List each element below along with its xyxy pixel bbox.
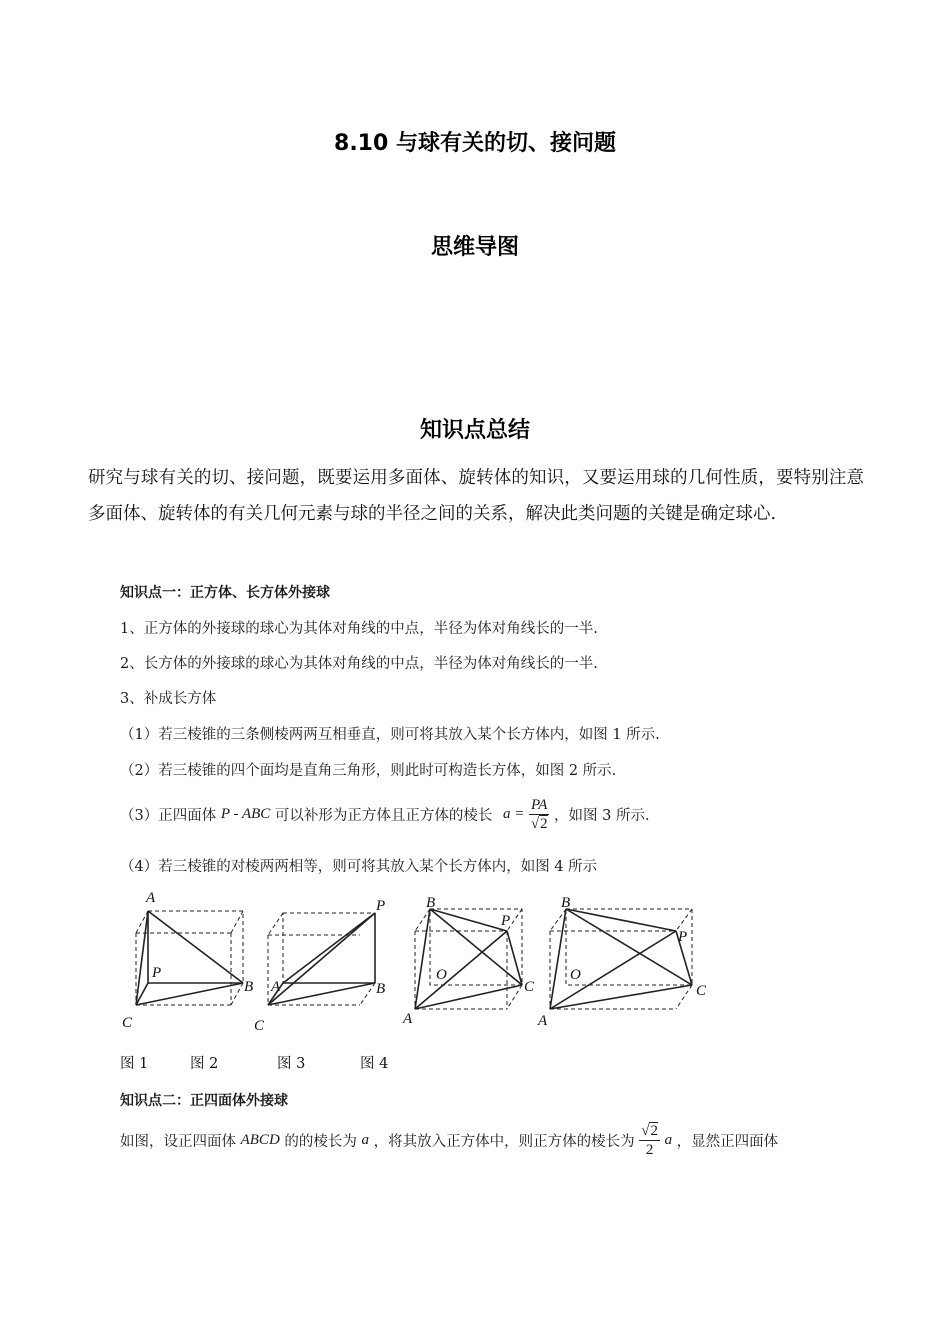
- kp2-text-c: ，将其放入正方体中，则正方体的棱长为: [373, 1134, 635, 1150]
- kp1-item1: 1、正方体的外接球的球心为其体对角线的中点，半径为体对角线长的一半.: [120, 621, 598, 637]
- sub3-fraction: [529, 796, 549, 833]
- page-title: 8.10 与球有关的切、接问题: [334, 131, 616, 156]
- fig4-label-c: C: [696, 983, 707, 999]
- fig3-label-o: O: [436, 967, 447, 983]
- kp2-text-a: 如图，设正四面体: [120, 1134, 236, 1150]
- sub3-tetra-name: P - ABC: [220, 806, 271, 822]
- kp2-frac-var: a: [664, 1132, 673, 1148]
- kp1-heading: 知识点一：正方体、长方体外接球: [120, 585, 330, 601]
- figure-caption-2: 图 2: [190, 1056, 219, 1072]
- figure-4-tetra: [550, 909, 692, 1009]
- fig4-label-b: B: [561, 895, 571, 911]
- sub3-lhs: a =: [503, 806, 525, 822]
- fig4-label-p: P: [678, 929, 688, 945]
- sub3-frac-num: PA: [531, 797, 548, 813]
- fig2-label-p: P: [376, 898, 386, 914]
- kp1-item3: 3、补成长方体: [120, 691, 217, 707]
- figure-caption-4: 图 4: [360, 1056, 389, 1072]
- fig3-label-c: C: [524, 979, 535, 995]
- section-summary-heading: 知识点总结: [419, 418, 530, 443]
- sub3-text-c: ，如图 3 所示.: [554, 808, 650, 824]
- sub3-text-a: （3）正四面体: [120, 808, 217, 824]
- kp1-sub2: （2）若三棱锥的四个面均是直角三角形，则此时可构造长方体，如图 2 所示.: [120, 763, 617, 779]
- intro-paragraph: 研究与球有关的切、接问题，既要运用多面体、旋转体的知识，又要运用球的几何性质，要特别注意多面体、旋转体的有关几何元素与球的半径之间的关系，解决此类问题的关键是确定球心.: [88, 468, 864, 524]
- kp2-math-abcd: ABCD: [240, 1132, 280, 1148]
- figure-strip: [118, 885, 718, 1035]
- fig1-label-p: P: [152, 965, 162, 981]
- figure-1-cube: [136, 911, 243, 1005]
- kp2-math-a: a: [361, 1132, 369, 1148]
- kp1-sub3: [120, 796, 650, 833]
- figure-2-tetra: [268, 913, 375, 1005]
- kp1-sub1: （1）若三棱锥的三条侧棱两两互相垂直，则可将其放入某个长方体内，如图 1 所示.: [120, 727, 660, 743]
- fig3-label-b: B: [426, 895, 436, 911]
- kp2-text-d: ，显然正四面体: [676, 1134, 779, 1150]
- fig1-label-a: A: [146, 890, 156, 906]
- fig1-label-b: B: [244, 979, 254, 995]
- kp2-frac-num: √2: [641, 1123, 658, 1139]
- kp1-item2: 2、长方体的外接球的球心为其体对角线的中点，半径为体对角线长的一半.: [120, 656, 598, 672]
- kp2-heading: 知识点二：正四面体外接球: [120, 1093, 288, 1109]
- fig2-label-b: B: [376, 981, 386, 997]
- kp1-sub4: （4）若三棱锥的对棱两两相等，则可将其放入某个长方体内，如图 4 所示: [120, 859, 598, 875]
- sub3-frac-den: √2: [530, 816, 548, 832]
- kp2-fraction: [639, 1122, 660, 1159]
- fig3-label-p: P: [501, 913, 511, 929]
- fig4-label-a: A: [538, 1013, 548, 1029]
- fig1-label-c: C: [122, 1015, 133, 1031]
- figure-4-cube: [550, 909, 692, 1009]
- figure-caption-1: 图 1: [120, 1056, 149, 1072]
- figure-1-tetra: [136, 911, 243, 1005]
- kp2-paragraph: [120, 1122, 778, 1159]
- figure-caption-3: 图 3: [277, 1056, 306, 1072]
- section-mindmap-heading: 思维导图: [430, 235, 519, 260]
- sub3-text-b: 可以补形为正方体且正方体的棱长: [274, 808, 493, 824]
- kp2-text-b: 的的棱长为: [284, 1134, 357, 1150]
- fig2-label-a: A: [271, 979, 281, 995]
- fig2-label-c: C: [254, 1018, 265, 1034]
- kp2-frac-den: 2: [645, 1142, 654, 1158]
- fig4-label-o: O: [570, 967, 581, 983]
- fig3-label-a: A: [403, 1011, 413, 1027]
